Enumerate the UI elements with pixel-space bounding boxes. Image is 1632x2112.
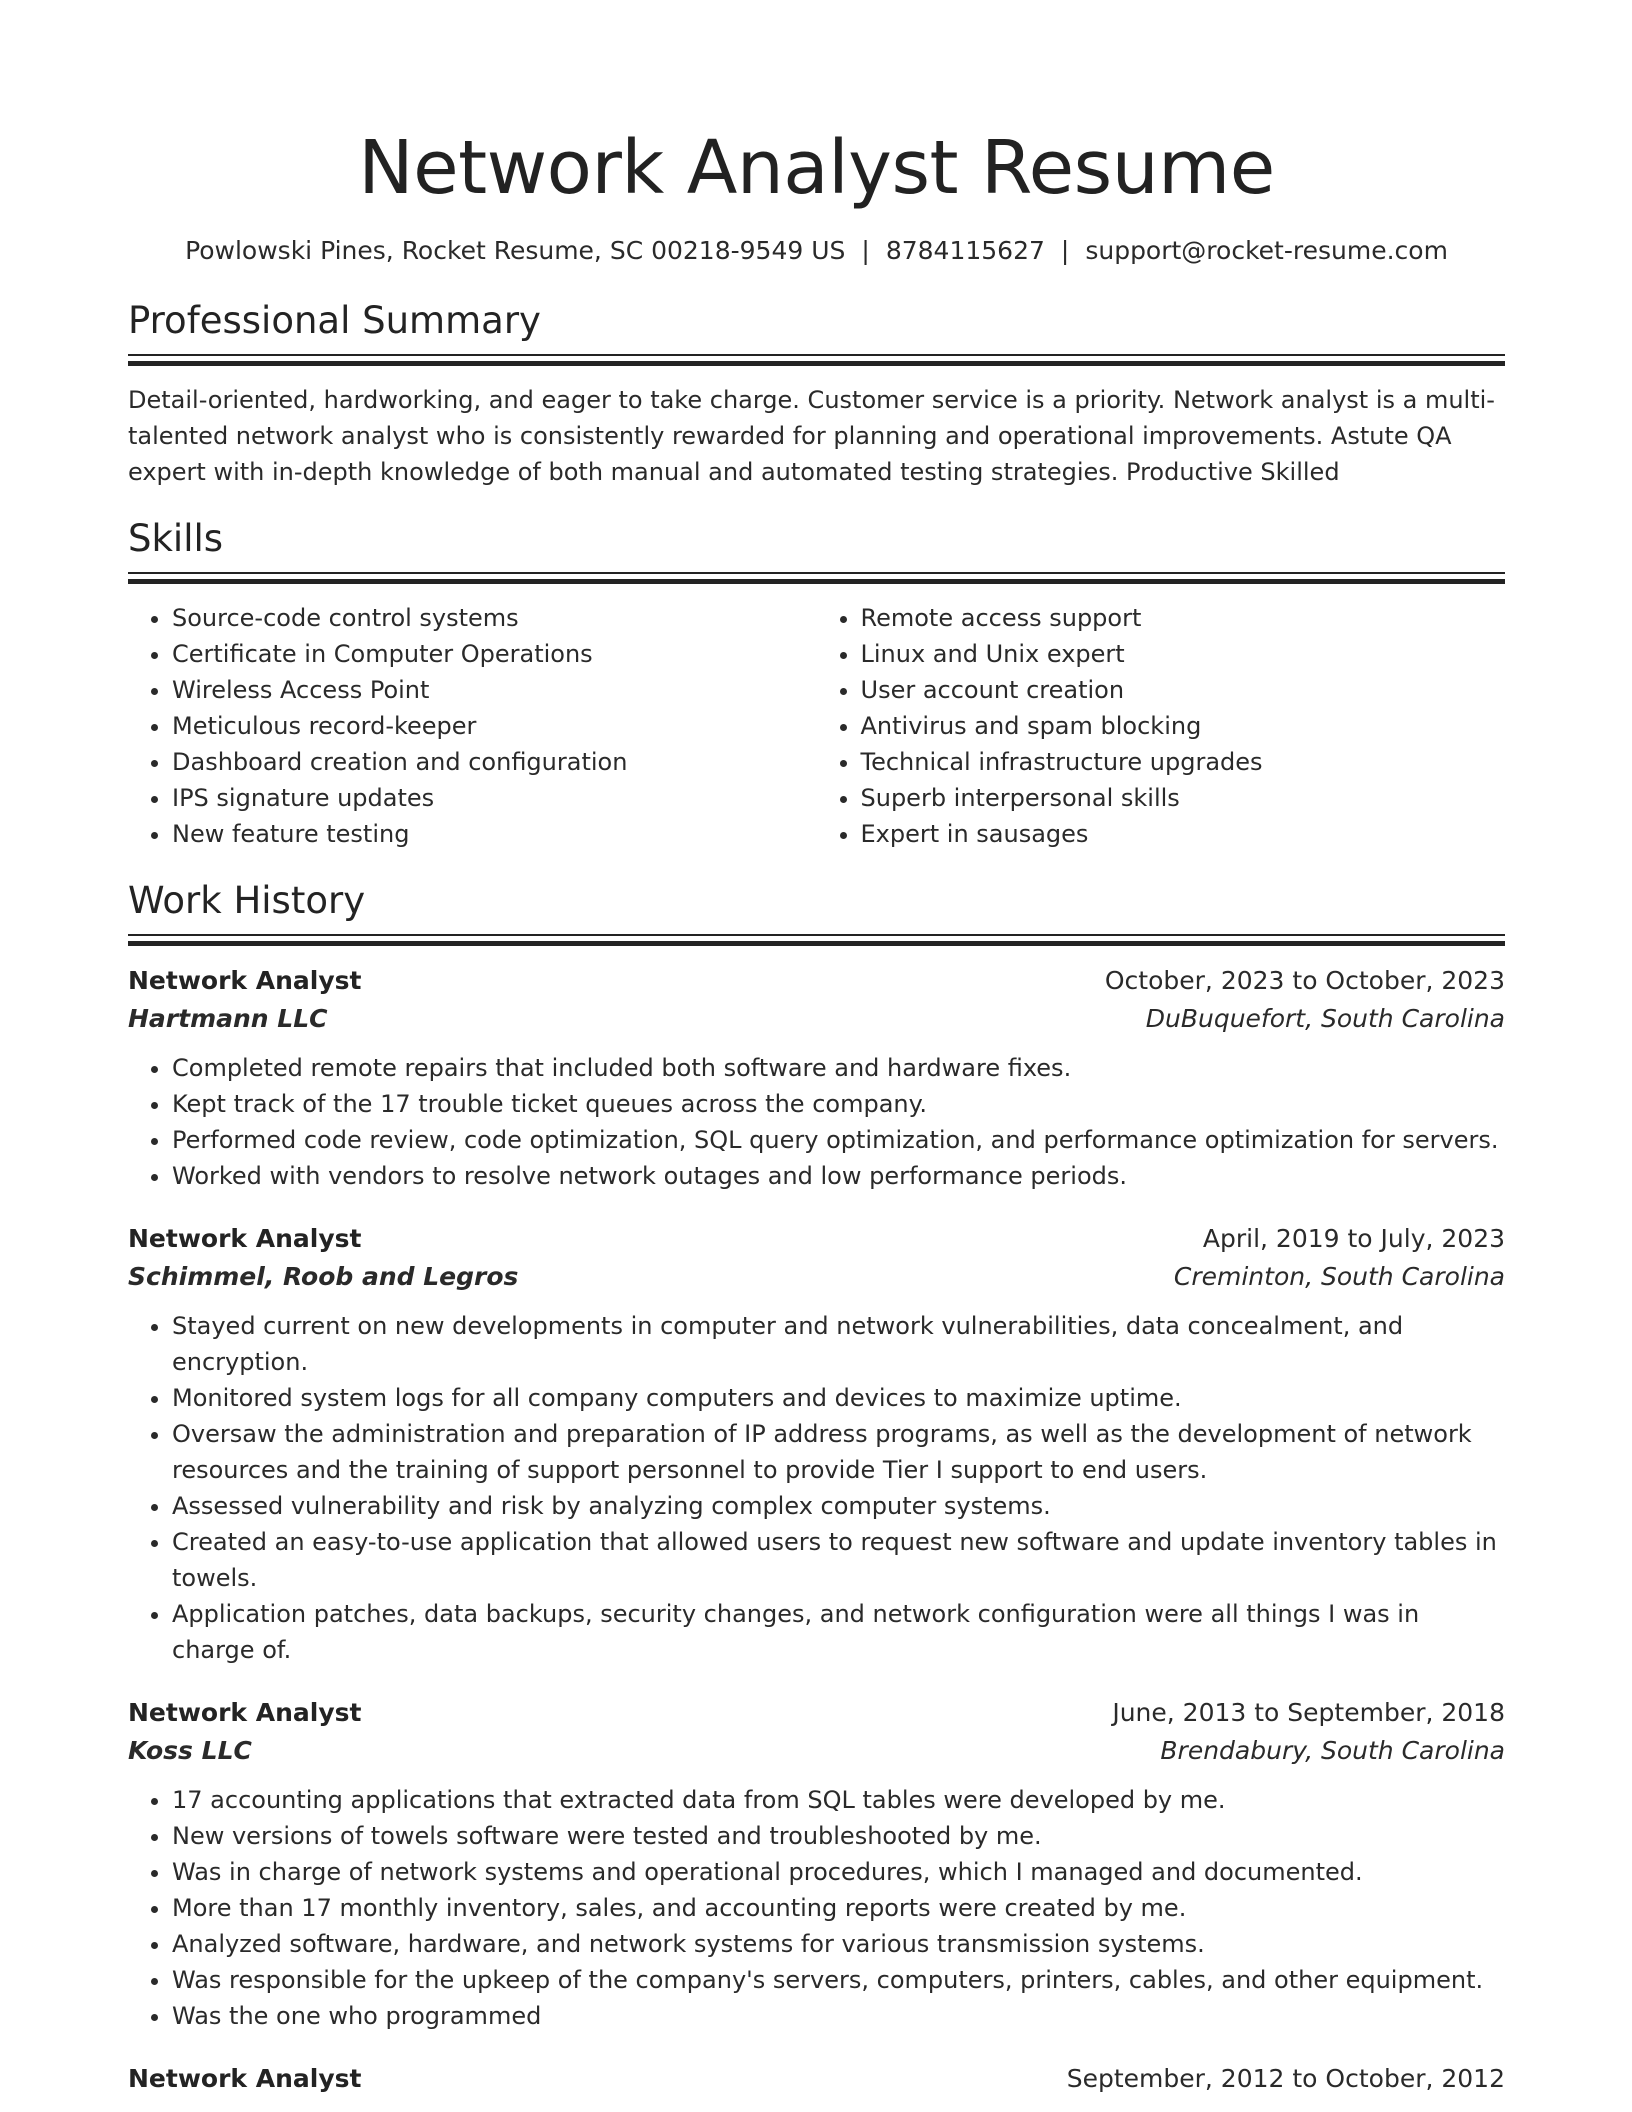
skills-list-right <box>817 600 1506 852</box>
work-history-section <box>128 878 1505 2098</box>
skills-section <box>128 516 1505 852</box>
skill-item: • User account creation <box>861 672 1506 708</box>
job-bullet: • 17 accounting applications that extracted data from SQL tables were developed by me. <box>172 1782 1505 1818</box>
job-bullet: • Was in charge of network systems and operational procedures, which I managed and documented. <box>172 1854 1505 1890</box>
job-location: DuBuquefort, South Carolina <box>1145 1004 1505 1033</box>
contact-line <box>128 234 1505 268</box>
professional-summary-section <box>128 298 1505 490</box>
job-location: Creminton, South Carolina <box>1173 1262 1505 1291</box>
job-bullet-list <box>128 1050 1505 1194</box>
contact-separator: | <box>1060 236 1070 265</box>
job-list <box>128 962 1505 2098</box>
job-header-row <box>128 2060 1505 2098</box>
job-title: Network Analyst <box>128 1224 362 1253</box>
job-location: Brendabury, South Carolina <box>1160 1736 1505 1765</box>
job-company: Koss LLC <box>128 1736 252 1765</box>
job-company-row <box>128 1000 1505 1038</box>
section-divider <box>128 354 1505 366</box>
skill-item: • Wireless Access Point <box>172 672 817 708</box>
job-header-row <box>128 1694 1505 1732</box>
job-dates: September, 2012 to October, 2012 <box>1066 2064 1505 2093</box>
job-entry <box>128 1694 1505 2034</box>
job-bullet-list <box>128 1782 1505 2034</box>
contact-address: Powlowski Pines, Rocket Resume, SC 00218-9549 US <box>185 236 846 265</box>
page-title: Network Analyst Resume <box>358 125 1275 211</box>
skill-item: • Antivirus and spam blocking <box>861 708 1506 744</box>
section-heading-summary: Professional Summary <box>128 299 541 342</box>
summary-text: Detail-oriented, hardworking, and eager to take charge. Customer service is a priority. Network analyst is a multi-talented network analyst who is consistently rewarded for planning and operational improvements. Astute QA expert with in-depth knowledge of both manual and automated testing strategies. Productive Skilled <box>128 386 1495 486</box>
skill-item: • Technical infrastructure upgrades <box>861 744 1506 780</box>
job-bullet-list <box>128 1308 1505 1668</box>
job-bullet: • Monitored system logs for all company computers and devices to maximize uptime. <box>172 1380 1505 1416</box>
skill-item: • Remote access support <box>861 600 1506 636</box>
skill-item: • New feature testing <box>172 816 817 852</box>
job-dates: April, 2019 to July, 2023 <box>1202 1224 1505 1253</box>
job-bullet: • Assessed vulnerability and risk by analyzing complex computer systems. <box>172 1488 1505 1524</box>
skill-item: • Dashboard creation and configuration <box>172 744 817 780</box>
job-company: Hartmann LLC <box>128 1004 328 1033</box>
job-title: Network Analyst <box>128 966 362 995</box>
skill-item: • IPS signature updates <box>172 780 817 816</box>
job-bullet: • Application patches, data backups, security changes, and network configuration were all things I was in charge of. <box>172 1596 1505 1668</box>
job-title: Network Analyst <box>128 1698 362 1727</box>
job-bullet: • New versions of towels software were tested and troubleshooted by me. <box>172 1818 1505 1854</box>
job-bullet: • Performed code review, code optimization, SQL query optimization, and performance optimization for servers. <box>172 1122 1505 1158</box>
job-entry <box>128 2060 1505 2098</box>
section-heading-work: Work History <box>128 879 366 922</box>
section-divider <box>128 572 1505 584</box>
job-dates: June, 2013 to September, 2018 <box>1112 1698 1505 1727</box>
section-heading-skills: Skills <box>128 517 224 560</box>
job-entry <box>128 962 1505 1194</box>
job-bullet: • Was responsible for the upkeep of the company's servers, computers, printers, cables, and other equipment. <box>172 1962 1505 1998</box>
job-bullet: • More than 17 monthly inventory, sales, and accounting reports were created by me. <box>172 1890 1505 1926</box>
job-dates: October, 2023 to October, 2023 <box>1104 966 1505 995</box>
job-header-row <box>128 1220 1505 1258</box>
job-bullet: • Completed remote repairs that included both software and hardware fixes. <box>172 1050 1505 1086</box>
job-bullet: • Oversaw the administration and preparation of IP address programs, as well as the development of network resources and the training of support personnel to provide Tier I support to end users. <box>172 1416 1505 1488</box>
job-bullet: • Was the one who programmed <box>172 1998 1505 2034</box>
job-bullet: • Worked with vendors to resolve network outages and low performance periods. <box>172 1158 1505 1194</box>
skill-item: • Linux and Unix expert <box>861 636 1506 672</box>
skills-grid <box>128 600 1505 852</box>
section-divider <box>128 934 1505 946</box>
job-header-row <box>128 962 1505 1000</box>
contact-separator: | <box>861 236 870 265</box>
job-title: Network Analyst <box>128 2064 362 2093</box>
skill-item: • Meticulous record-keeper <box>172 708 817 744</box>
skill-item: • Superb interpersonal skills <box>861 780 1506 816</box>
skill-item: • Certificate in Computer Operations <box>172 636 817 672</box>
job-bullet: • Analyzed software, hardware, and network systems for various transmission systems. <box>172 1926 1505 1962</box>
contact-phone: 8784115627 <box>885 236 1045 265</box>
job-bullet: • Kept track of the 17 trouble ticket queues across the company. <box>172 1086 1505 1122</box>
job-bullet: • Stayed current on new developments in computer and network vulnerabilities, data concealment, and encryption. <box>172 1308 1505 1380</box>
job-company-row <box>128 1258 1505 1296</box>
skills-list-left <box>128 600 817 852</box>
skill-item: • Source-code control systems <box>172 600 817 636</box>
job-entry <box>128 1220 1505 1668</box>
skill-item: • Expert in sausages <box>861 816 1506 852</box>
job-company-row <box>128 1732 1505 1770</box>
job-bullet: • Created an easy-to-use application that allowed users to request new software and update inventory tables in towels. <box>172 1524 1505 1596</box>
contact-email: support@rocket-resume.com <box>1085 236 1448 265</box>
job-company: Schimmel, Roob and Legros <box>128 1262 519 1291</box>
